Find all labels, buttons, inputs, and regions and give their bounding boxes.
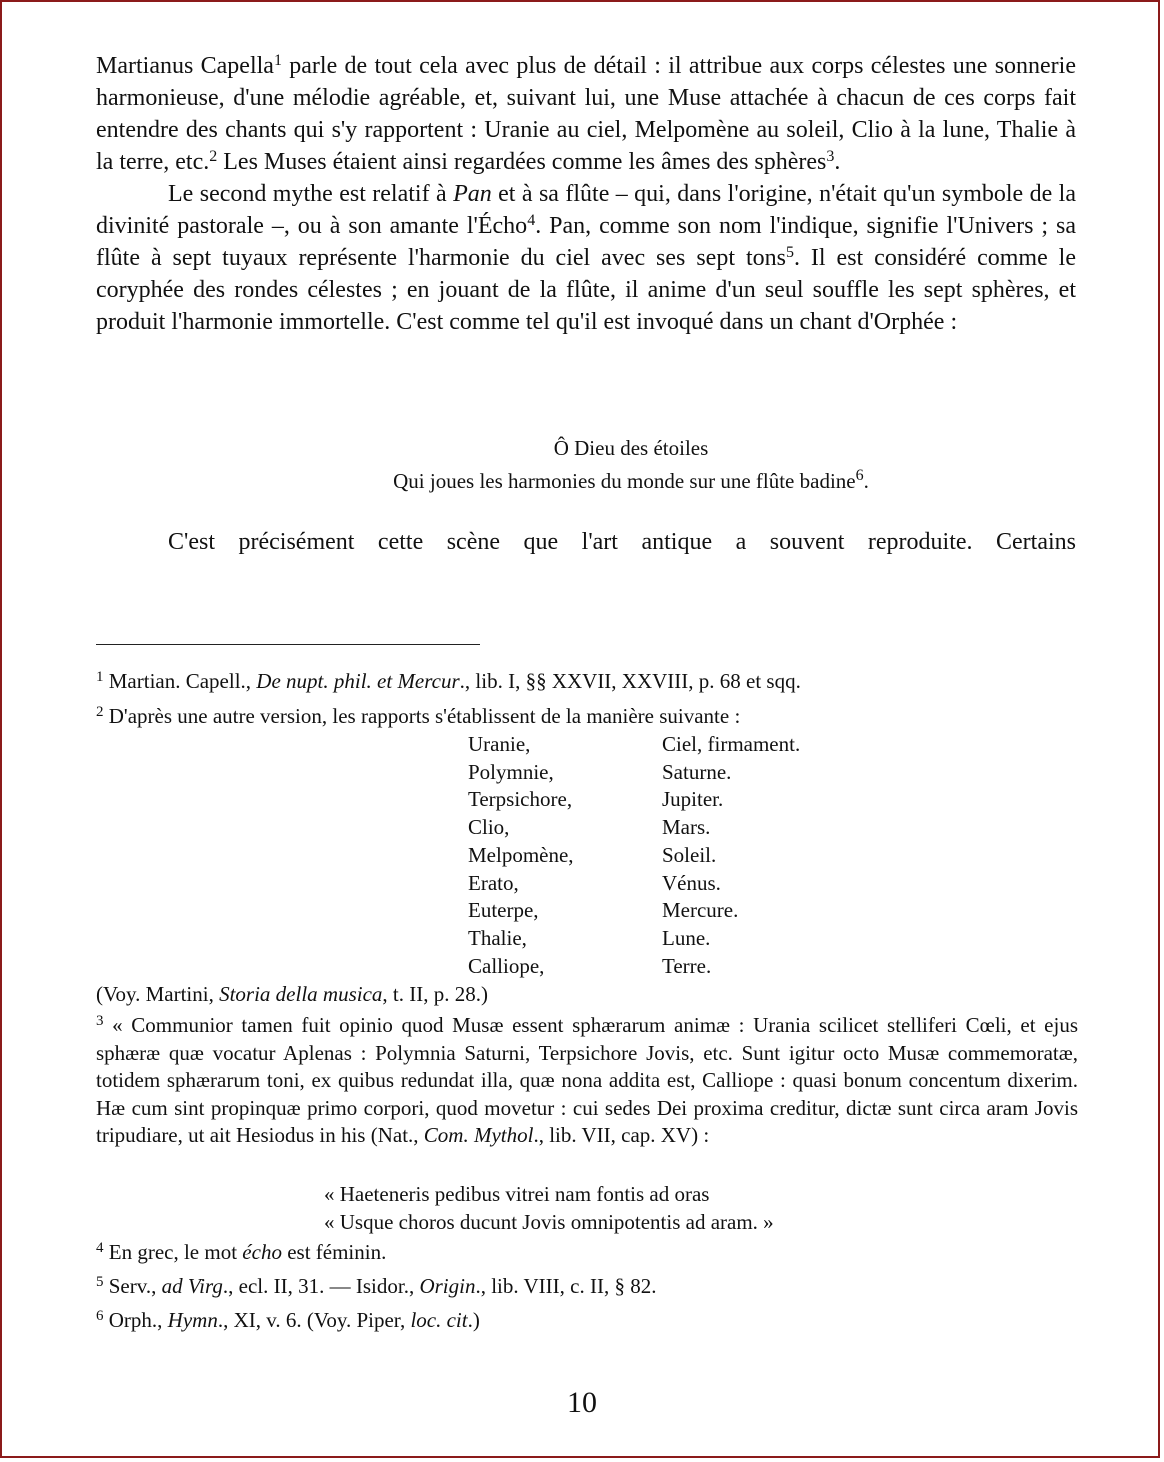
table-row — [468, 842, 800, 870]
italic-title: loc. cit — [410, 1308, 468, 1332]
text-span: parle de tout cela avec plus de détail : il attribue aux corps célestes une sonnerie harmonieuse, d'une mélodie agréable, et, suivant lui, une Muse attachée à chacun de ces corps fait entendre des chants qui s'y rapportent : Uranie au ciel, Melpomène au soleil, Clio à la lune, Thalie à la terre, etc. — [96, 53, 1076, 175]
text-span: . Pan, comme son nom l'indique, signifie l'Univers ; sa flûte à sept tuyaux représente l'harmonie du ciel avec ses sept tons — [96, 213, 1076, 271]
text-span: ., lib. VIII, c. II, § 82. — [475, 1274, 657, 1298]
italic-title: Origin — [419, 1274, 476, 1298]
table-row — [468, 953, 800, 981]
italic-title: Storia della musica — [219, 982, 383, 1006]
celestial-body: Saturne. — [662, 759, 732, 784]
footnote-number: 4 — [96, 1240, 104, 1256]
table-row — [468, 814, 800, 842]
text-span: . Il est considéré comme le coryphée des rondes célestes ; en jouant de la flûte, il anime d'un seul souffle les sept sphères, et produit l'harmonie immortelle. C'est comme tel qu'il est invoqué dans un chant d'Orphée : — [96, 245, 1076, 335]
footnote-2-reference — [96, 981, 488, 1008]
muse-name: Terpsichore, — [468, 787, 573, 812]
table-row — [468, 870, 800, 898]
text-span: Le second mythe est relatif à — [168, 181, 454, 207]
muse-name: Melpomène, — [468, 842, 574, 867]
paragraph-2 — [96, 178, 1076, 338]
celestial-body: Terre. — [662, 953, 712, 978]
footnote-1 — [96, 668, 1078, 695]
footnote-number: 6 — [96, 1308, 104, 1324]
italic-title: Hymn — [167, 1308, 218, 1332]
footnote-ref[interactable]: 1 — [273, 52, 282, 69]
muse-name: Erato, — [468, 870, 519, 895]
celestial-body: Mars. — [662, 815, 711, 840]
footnote-ref[interactable]: 4 — [527, 212, 536, 229]
footnote-2 — [96, 703, 1078, 730]
muse-name: Polymnie, — [468, 759, 554, 784]
latin-line-1: « Haeteneris pedibus vitrei nam fontis ad oras — [324, 1182, 710, 1206]
table-row — [468, 731, 800, 759]
text-span: , t. II, p. 28.) — [382, 982, 488, 1006]
text-span: (Voy. Martini, — [96, 982, 220, 1006]
text-span: D'après une autre version, les rapports s'établissent de la manière suivante : — [103, 704, 741, 728]
verse-quote — [96, 432, 1164, 498]
footnote-divider — [96, 644, 480, 645]
footnote-number: 1 — [96, 669, 104, 685]
text-span: Qui joues les harmonies du monde sur une flûte badine — [393, 469, 856, 493]
table-row — [468, 759, 800, 787]
text-span: Martian. Capell., — [103, 669, 257, 693]
italic-term: écho — [242, 1240, 282, 1264]
footnote-ref[interactable]: 3 — [826, 148, 835, 165]
celestial-body: Lune. — [662, 925, 711, 950]
footnote-5 — [96, 1273, 1078, 1300]
continuation-paragraph: C'est précisément cette scène que l'art antique a souvent reproduite. Certains — [168, 529, 1076, 555]
page-number: 10 — [567, 1386, 597, 1419]
text-span: . — [863, 469, 869, 493]
celestial-body: Mercure. — [662, 898, 739, 923]
celestial-body: Jupiter. — [662, 787, 724, 812]
italic-term: Pan — [453, 181, 492, 207]
table-row — [468, 786, 800, 814]
text-span: Martianus Capella — [96, 53, 274, 79]
celestial-body: Vénus. — [662, 870, 721, 895]
table-row — [468, 925, 800, 953]
muse-name: Euterpe, — [468, 898, 539, 923]
italic-title: Com. Mythol — [423, 1123, 534, 1147]
text-span: ., lib. VII, cap. XV) : — [533, 1123, 710, 1147]
text-span: ., XI, v. 6. (Voy. Piper, — [217, 1308, 411, 1332]
footnote-6 — [96, 1307, 1078, 1334]
muse-name: Clio, — [468, 815, 510, 840]
muse-name: Uranie, — [468, 732, 531, 756]
footnote-number: 5 — [96, 1274, 104, 1290]
footnote-3 — [96, 1012, 1078, 1150]
text-span: En grec, le mot — [103, 1240, 243, 1264]
muse-name: Calliope, — [468, 953, 545, 978]
text-span: et à sa flûte – qui, dans l'origine, n'était qu'un symbole de la divinité pastorale –, ou à son amante l'Écho — [96, 181, 1076, 239]
celestial-body: Soleil. — [662, 842, 717, 867]
footnote-ref[interactable]: 2 — [209, 148, 218, 165]
italic-title: ad Virg — [161, 1274, 223, 1298]
main-text — [96, 50, 1076, 338]
text-span: Les Muses étaient ainsi regardées comme les âmes des sphères — [217, 149, 827, 175]
celestial-body: Ciel, firmament. — [662, 732, 801, 756]
text-span: ., ecl. II, 31. — Isidor., — [222, 1274, 420, 1298]
footnote-number: 2 — [96, 704, 104, 720]
text-span: Serv., — [103, 1274, 162, 1298]
footnote-ref[interactable]: 6 — [855, 467, 864, 484]
muse-name: Thalie, — [468, 925, 527, 950]
paragraph-1 — [96, 50, 1076, 178]
footnote-4 — [96, 1239, 1078, 1266]
text-span: .) — [467, 1308, 480, 1332]
text-span: « Communior tamen fuit opinio quod Musæ essent sphærarum animæ : Urania scilicet stelliferi Cœli, et ejus sphæræ quæ vocatur Aplenas : Polymnia Saturni, Terpsichore Jovis, etc. Sunt igitur octo Musæ commemoratæ, totidem sphærarum toni, ex quibus redundat illa, quæ nona addita est, Calliope : quasi bonum concentum dixerim. Hæ cum sint propinquæ primo corpori, quod movetur : cui sedes Dei proxima creditur, dictæ sunt circa aram Jovis tripudiare, ut ait Hesiodus in his (Nat., — [96, 1013, 1078, 1147]
text-span: . — [834, 149, 841, 175]
italic-title: De nupt. phil. et Mercur — [256, 669, 460, 693]
muse-correspondence-table — [468, 731, 800, 980]
latin-verse — [324, 1180, 774, 1236]
footnote-ref[interactable]: 5 — [785, 244, 794, 261]
text-span: Orph., — [103, 1308, 168, 1332]
verse-line-1: Ô Dieu des étoiles — [553, 436, 709, 460]
text-span: est féminin. — [281, 1240, 387, 1264]
verse-line-2 — [96, 465, 1164, 498]
footnote-number: 3 — [96, 1013, 104, 1029]
table-row — [468, 897, 800, 925]
text-span: ., lib. I, §§ XXVII, XXVIII, p. 68 et sqq. — [459, 669, 801, 693]
latin-line-2: « Usque choros ducunt Jovis omnipotentis ad aram. » — [324, 1210, 774, 1234]
